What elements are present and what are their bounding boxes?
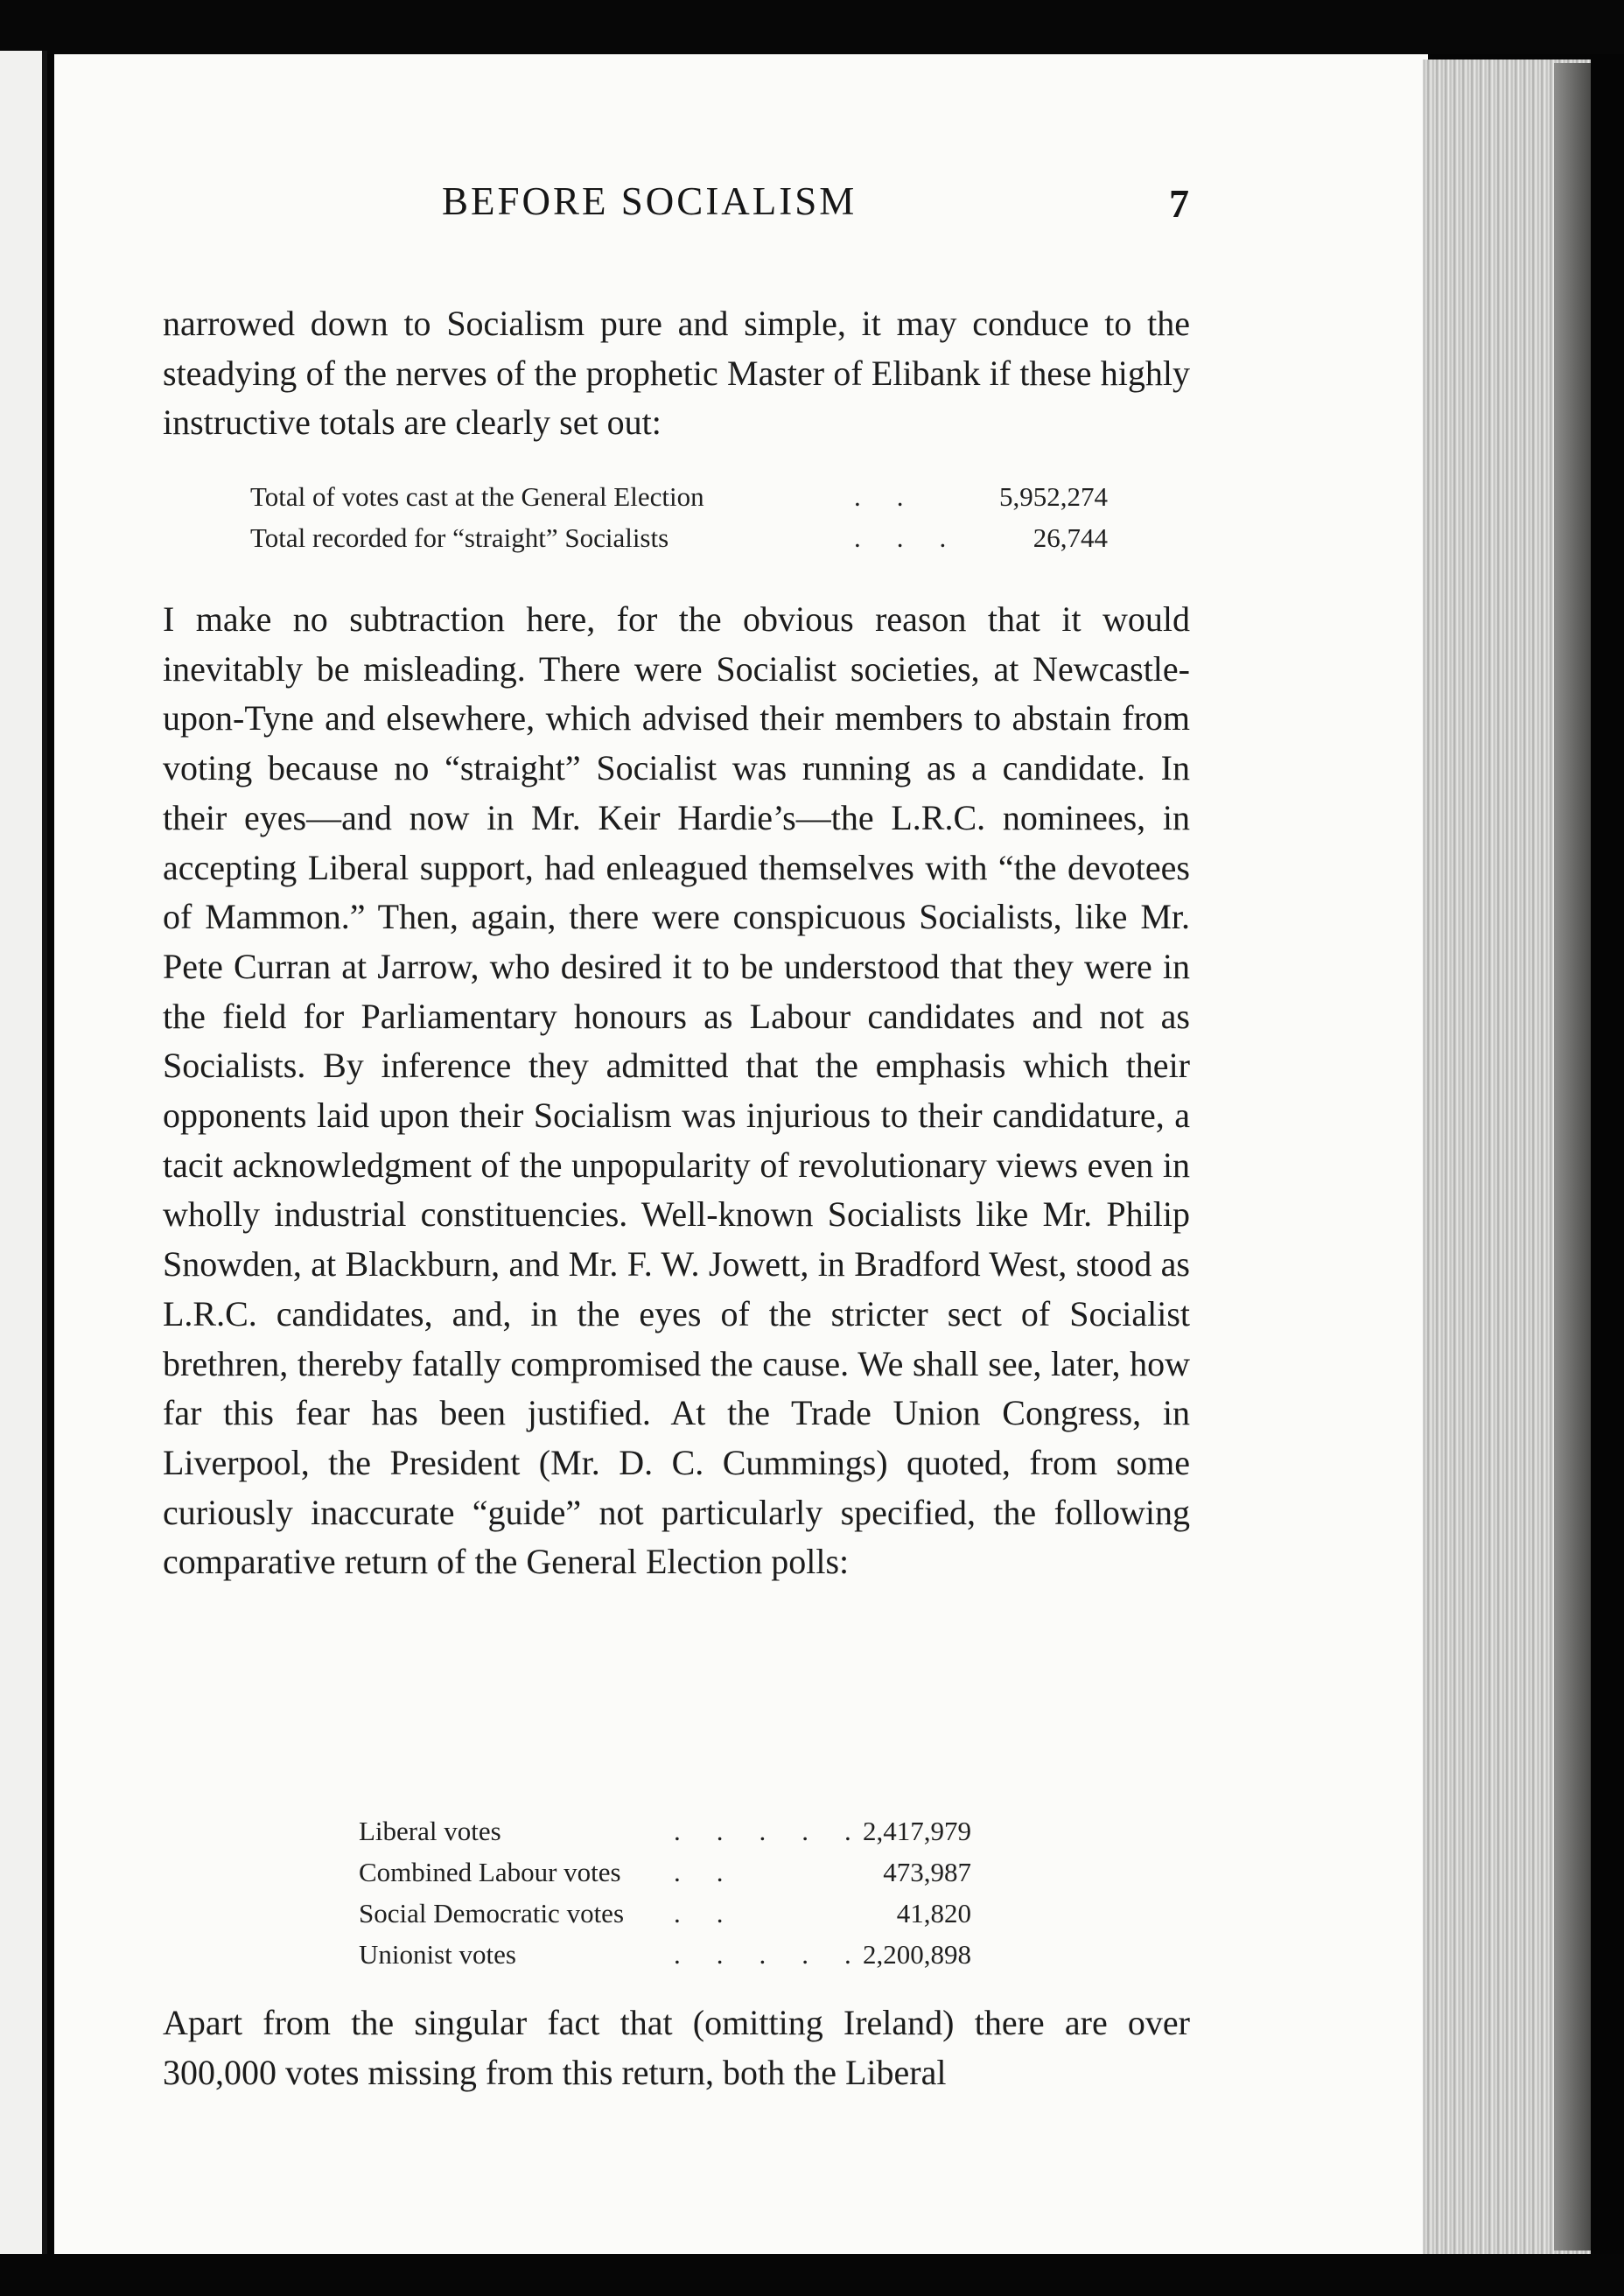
election-polls-table [359, 1816, 971, 1980]
dot-leaders: . . . [854, 522, 948, 553]
row-value: 26,744 [1032, 522, 1108, 553]
table-row [359, 1857, 971, 1898]
row-value: 41,820 [896, 1898, 971, 1928]
row-label: Total recorded for “straight” Socialists [250, 522, 669, 553]
row-label: Liberal votes [359, 1816, 501, 1846]
table-row [359, 1939, 971, 1980]
vote-totals-table [250, 481, 1108, 564]
row-label: Total of votes cast at the General Election [250, 481, 704, 512]
paragraph-text: narrowed down to Socialism pure and simple, it may conduce to the steadying of the nerves of the prophetic Master of Elibank if these highly instructive totals are clearly set out: [163, 304, 1190, 443]
dot-leaders: . . . . . [674, 1939, 853, 1970]
table-row [359, 1816, 971, 1857]
book-cover-edge [1554, 63, 1591, 2250]
dot-leaders: . . . . . [674, 1816, 853, 1846]
paragraph-text: I make no subtraction here, for the obvious reason that it would inevitably be misleading. There were Socialist societies, at Newcastle-upon-Tyne and elsewhere, which advised their members to abstain from voting because no “straight” Socialist was running as a candidate. In their eyes—and now in Mr. Keir Hardie’s—the L.R.C. nominees, in accepting Liberal support, had enleagued themselves with “the devotees of Mammon.” Then, again, there were conspicuous Socialists, like Mr. Pete Curran at Jarrow, who desired it to be understood that they were in the field for Parliamentary honours as Labour candidates and not as Socialists. By inference they admitted that the emphasis which their opponents laid upon their Socialism was injurious to their candidature, a tacit acknowledgment of the unpopularity of revolutionary views even in wholly industrial constituencies. Well-known Socialists like Mr. Philip Snowden, at Blackburn, and Mr. F. W. Jowett, in Bradford West, stood as L.R.C. candidates, and, in the eyes of the stricter sect of Socialist brethren, thereby fatally compromised the cause. We shall see, later, how far this fear has been justified. At the Trade Union Congress, in Liverpool, the President (Mr. D. C. Cummings) quoted, from some curiously inaccurate “guide” not particularly specified, the following comparative return of the General Election polls: [163, 599, 1190, 1582]
dot-leaders: . . [854, 481, 906, 512]
facing-page-edge [0, 51, 47, 2256]
row-label: Unionist votes [359, 1939, 516, 1970]
paragraph-text: Apart from the singular fact that (omitting Ireland) there are over 300,000 votes missing from this return, both the Liberal [163, 2003, 1190, 2092]
row-label: Social Democratic votes [359, 1898, 625, 1928]
table-row [250, 522, 1108, 564]
paragraph-closing [163, 1998, 1190, 2097]
scan-top-border [0, 0, 1624, 54]
paragraph-intro [163, 299, 1190, 448]
table-row [250, 481, 1108, 522]
table-row [359, 1898, 971, 1939]
row-value: 2,200,898 [863, 1939, 971, 1970]
scan-bottom-border [0, 2254, 1624, 2296]
page-number: 7 [1169, 181, 1189, 226]
dot-leaders: . . [674, 1857, 725, 1887]
row-label: Combined Labour votes [359, 1857, 621, 1887]
running-head-title: BEFORE SOCIALISM [442, 179, 858, 223]
dot-leaders: . . [674, 1898, 725, 1928]
row-value: 2,417,979 [863, 1816, 971, 1846]
paragraph-main [163, 595, 1190, 1587]
running-head [0, 173, 1624, 234]
row-value: 5,952,274 [999, 481, 1108, 512]
row-value: 473,987 [883, 1857, 971, 1887]
